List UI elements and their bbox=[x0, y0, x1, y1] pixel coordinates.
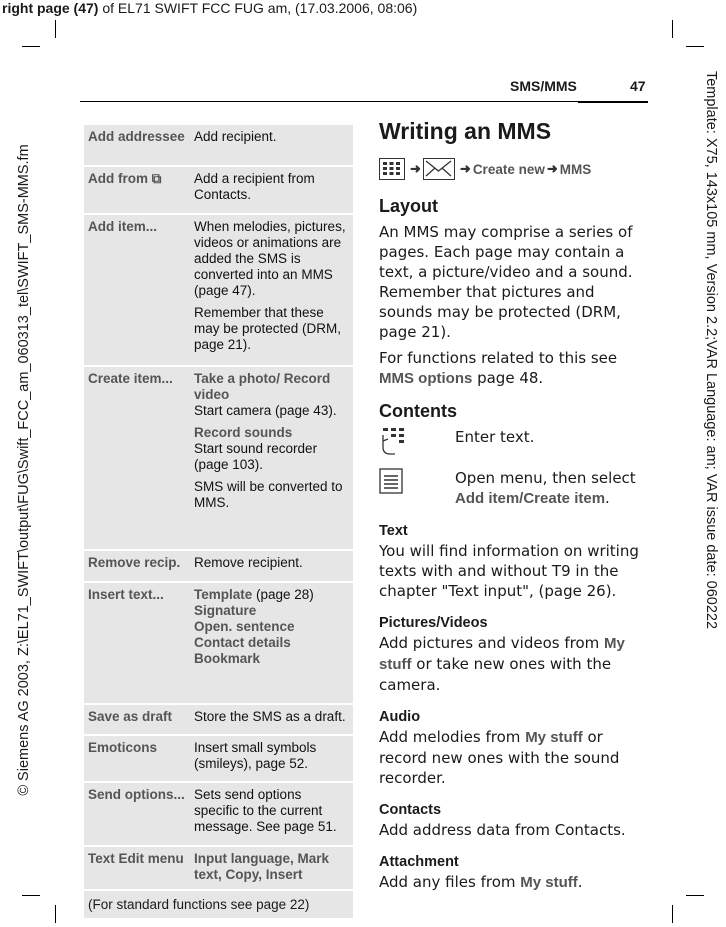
copyright-sidebar: © Siemens AG 2003, Z:\EL71_SWIFT\output\FUG\Swift_FCC_am_060313_tel\SWIFT_SMS-MMS.fm bbox=[16, 144, 32, 796]
option-label: Save as draft bbox=[88, 709, 173, 724]
contents-text: Enter text. bbox=[455, 428, 535, 446]
my-stuff-ref: My stuff bbox=[525, 729, 583, 746]
desc-text: Start camera (page 43). bbox=[194, 403, 337, 418]
option-label: Add from ⧉ bbox=[88, 171, 162, 186]
desc-text: (page 28) bbox=[252, 587, 314, 602]
table-row bbox=[84, 125, 353, 167]
file-header-bold: right page (47) bbox=[2, 0, 99, 16]
list-item bbox=[379, 468, 647, 509]
mms-options-ref: MMS options bbox=[379, 370, 473, 387]
contents-text bbox=[455, 468, 636, 509]
text-span: For functions related to this see bbox=[379, 349, 618, 367]
nav-create-new: Create new bbox=[472, 161, 545, 177]
desc-text: Add a recipient from Contacts. bbox=[194, 171, 315, 202]
table-row bbox=[84, 367, 353, 551]
table-row bbox=[84, 215, 353, 367]
crop-mark bbox=[55, 905, 56, 923]
text-span: page 48. bbox=[472, 369, 544, 387]
section-title: Writing an MMS bbox=[379, 118, 552, 144]
running-title: SMS/MMS bbox=[510, 78, 577, 94]
option-label: Send options... bbox=[88, 787, 185, 802]
submenu-name: Signature bbox=[194, 603, 257, 618]
layout-paragraph bbox=[379, 348, 647, 389]
option-desc bbox=[190, 783, 353, 845]
pictures-heading: Pictures/Videos bbox=[379, 615, 488, 631]
desc-text: When melodies, pictures, videos or animations are added the SMS is converted into an MMS (page 47). bbox=[194, 219, 346, 298]
option-desc bbox=[190, 167, 353, 213]
layout-body bbox=[379, 222, 647, 389]
desc-text: SMS will be converted to MMS. bbox=[194, 479, 343, 510]
contacts-paragraph: Add address data from Contacts. bbox=[379, 821, 626, 839]
text-span: Add melodies from bbox=[379, 728, 521, 746]
option-label: Add item... bbox=[88, 219, 158, 234]
crop-mark bbox=[22, 46, 40, 47]
option-desc bbox=[190, 215, 353, 365]
option-label: Insert text... bbox=[88, 587, 164, 602]
desc-text: Sets send options specific to the current message. See page 51. bbox=[194, 787, 337, 834]
contacts-heading: Contacts bbox=[379, 802, 442, 818]
submenu-name: Take a photo/ Record video bbox=[194, 371, 331, 402]
desc-text: Start sound recorder (page 103). bbox=[194, 441, 318, 472]
menu-key-icon bbox=[379, 158, 405, 180]
crop-mark bbox=[55, 20, 56, 38]
list-item bbox=[379, 427, 647, 462]
audio-heading: Audio bbox=[379, 709, 421, 725]
nav-path bbox=[379, 158, 647, 180]
text-span: or record new ones with the sound recorder. bbox=[379, 728, 620, 787]
desc-text: Remember that these may be protected (DRM, page 21). bbox=[194, 305, 342, 352]
table-footer: (For standard functions see page 22) bbox=[84, 891, 353, 918]
text-heading: Text bbox=[379, 523, 408, 539]
table-row bbox=[84, 583, 353, 705]
crop-mark bbox=[686, 46, 704, 47]
nav-mms: MMS bbox=[559, 161, 592, 177]
text-paragraph: You will find information on writing texts with and without T9 in the chapter "Text input", (page 26). bbox=[379, 542, 639, 600]
arrow-right-icon: ➜ bbox=[459, 161, 471, 176]
file-header bbox=[2, 0, 417, 16]
header-rule-accent bbox=[578, 101, 648, 103]
submenu-name: Bookmark bbox=[194, 651, 261, 666]
audio-paragraph bbox=[379, 727, 647, 788]
option-desc bbox=[190, 847, 353, 889]
layout-paragraph: An MMS may comprise a series of pages. Each page may contain a text, a picture/video and a sound. Remember that pictures and sounds may be protected (DRM, page 21). bbox=[379, 223, 633, 341]
table-row bbox=[84, 736, 353, 783]
submenu-name: Contact details bbox=[194, 635, 291, 650]
menu-ref: Add item/Create item bbox=[455, 490, 606, 507]
submenu-name: Template bbox=[194, 587, 253, 602]
option-desc bbox=[190, 551, 353, 581]
envelope-icon bbox=[423, 158, 455, 180]
option-desc bbox=[190, 736, 353, 781]
text-span: . bbox=[577, 873, 583, 891]
desc-text: Store the SMS as a draft. bbox=[194, 709, 346, 724]
option-label: Emoticons bbox=[88, 740, 158, 755]
submenu-name: Input language, Mark text, Copy, Insert bbox=[194, 851, 330, 882]
menu-icon bbox=[379, 468, 455, 499]
contents-heading: Contents bbox=[379, 401, 457, 421]
layout-heading: Layout bbox=[379, 196, 439, 216]
text-span: or take new ones with the camera. bbox=[379, 655, 612, 694]
desc-text: Insert small symbols (smileys), page 52. bbox=[194, 740, 317, 771]
option-label: Create item... bbox=[88, 371, 173, 386]
option-desc bbox=[190, 583, 353, 703]
attachment-paragraph bbox=[379, 872, 647, 893]
option-label: Remove recip. bbox=[88, 555, 181, 570]
file-header-rest: of EL71 SWIFT FCC FUG am, (17.03.2006, 08:06) bbox=[98, 0, 418, 16]
keypad-icon bbox=[379, 427, 455, 462]
options-table bbox=[84, 125, 353, 918]
my-stuff-ref: My stuff bbox=[379, 635, 625, 673]
text-span: Add any files from bbox=[379, 873, 516, 891]
option-desc bbox=[190, 705, 353, 734]
crop-mark bbox=[22, 895, 40, 896]
writing-mms-section bbox=[379, 118, 647, 893]
table-row bbox=[84, 783, 353, 847]
arrow-right-icon: ➜ bbox=[410, 161, 421, 176]
crop-mark bbox=[672, 905, 673, 923]
table-row bbox=[84, 847, 353, 891]
submenu-name: Open. sentence bbox=[194, 619, 295, 634]
submenu-name: Record sounds bbox=[194, 425, 293, 440]
option-label: Add addressee bbox=[88, 129, 185, 144]
desc-text: Remove recipient. bbox=[194, 555, 303, 570]
pictures-paragraph bbox=[379, 633, 647, 695]
contents-list bbox=[379, 427, 647, 509]
option-label: Text Edit menu bbox=[88, 851, 184, 866]
crop-mark bbox=[686, 895, 704, 896]
table-row bbox=[84, 167, 353, 215]
table-row bbox=[84, 551, 353, 583]
page-number: 47 bbox=[630, 78, 646, 94]
desc-text: Add recipient. bbox=[194, 129, 277, 144]
attachment-heading: Attachment bbox=[379, 854, 459, 870]
my-stuff-ref: My stuff bbox=[520, 874, 578, 891]
header-rule bbox=[80, 101, 647, 102]
arrow-right-icon: ➜ bbox=[546, 161, 558, 176]
template-sidebar: Template: X75, 143x105 mm, Version 2.2;VAR Language: am; VAR issue date: 060222 bbox=[703, 70, 719, 630]
option-desc bbox=[190, 125, 353, 165]
text-span: Open menu, then select bbox=[455, 469, 636, 487]
crop-mark bbox=[672, 20, 673, 38]
table-row bbox=[84, 705, 353, 736]
text-span: . bbox=[605, 489, 610, 507]
text-span: Add pictures and videos from bbox=[379, 634, 600, 652]
option-desc bbox=[190, 367, 353, 549]
